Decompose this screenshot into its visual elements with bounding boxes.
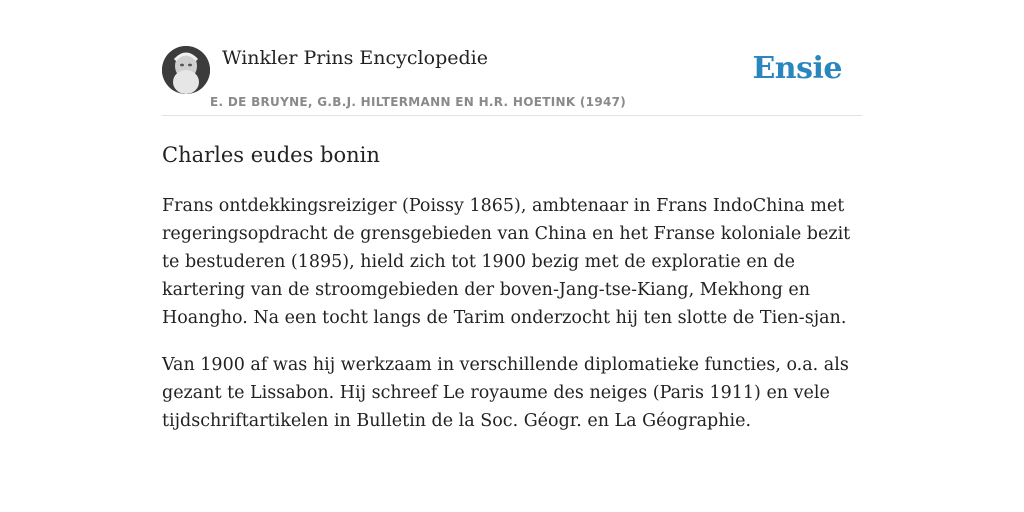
ensie-logo[interactable]: Ensie bbox=[752, 51, 842, 86]
article-paragraph: Frans ontdekkingsreiziger (Poissy 1865), ambtenaar in Frans IndoChina met regeringsopdracht de grensgebieden van China en het Franse koloniale bezit te bestuderen (1895), hield zich tot 1900 bezig met de exploratie en de kartering van de stroomgebieden der boven-Jang-tse-Kiang, Mekhong en Hoangho. Na een tocht langs de Tarim onderzocht hij ten slotte de Tien-sjan. bbox=[162, 196, 851, 328]
source-header bbox=[162, 40, 862, 116]
article-paragraph: Van 1900 af was hij werkzaam in verschillende diplomatieke functies, o.a. als gezant te Lissabon. Hij schreef Le royaume des neiges (Paris 1911) en vele tijdschriftartikelen in Bulletin de la Soc. Géogr. en La Géographie. bbox=[162, 355, 849, 431]
source-title[interactable]: Winkler Prins Encyclopedie bbox=[222, 47, 488, 69]
article-title: Charles eudes bonin bbox=[162, 143, 380, 167]
source-authors: E. DE BRUYNE, G.B.J. HILTERMANN EN H.R. HOETINK (1947) bbox=[210, 95, 627, 109]
author-avatar bbox=[162, 46, 210, 94]
article-body bbox=[162, 192, 862, 454]
